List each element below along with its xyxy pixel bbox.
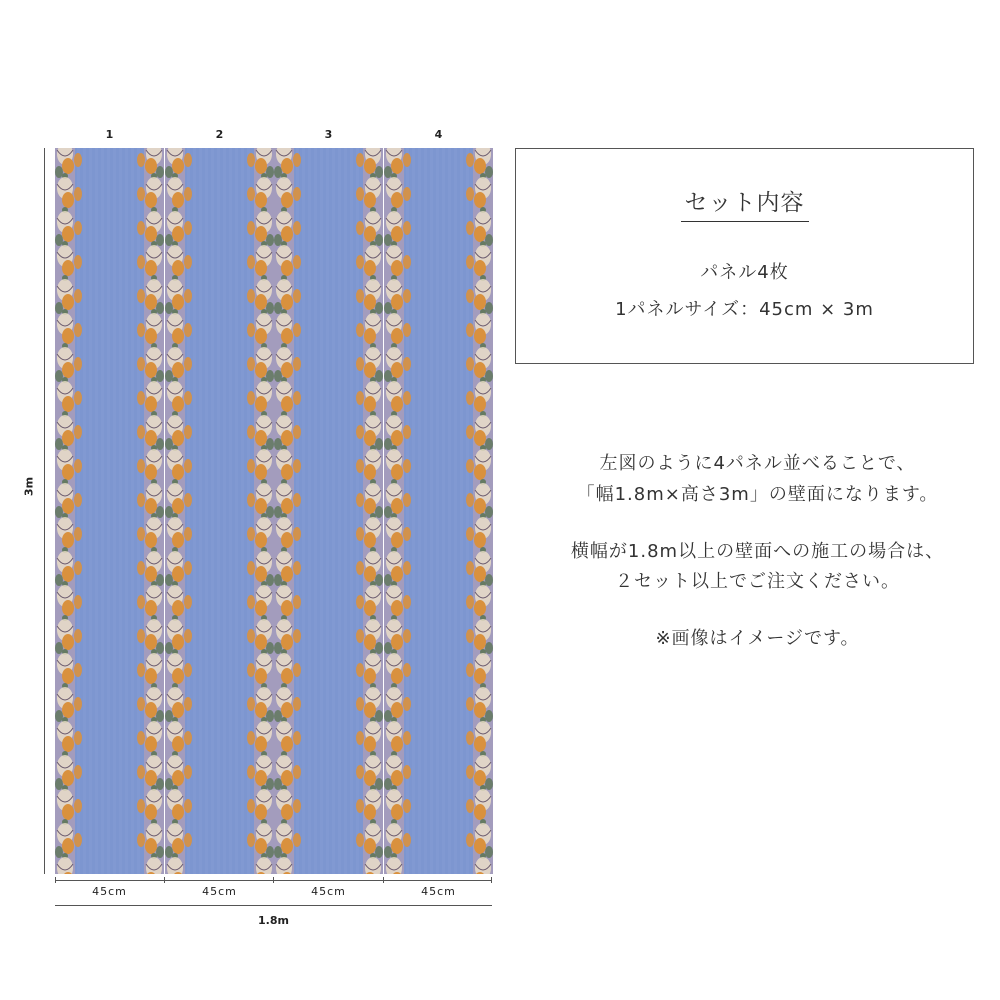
wallpaper-panel-3	[274, 148, 383, 874]
panel-number-1: 1	[105, 128, 114, 141]
panel-width-label-2: 45cm	[202, 885, 237, 898]
wallpaper-panel-1	[55, 148, 164, 874]
note-line-3: 横幅が1.8m以上の壁面への施工の場合は、	[570, 541, 945, 562]
note-line-4: ２セット以上でご注文ください。	[615, 571, 900, 592]
wallpaper-panel-2	[165, 148, 274, 874]
panel-width-label-4: 45cm	[421, 885, 456, 898]
panel-number-2: 2	[215, 128, 224, 141]
panel-width-label-3: 45cm	[311, 885, 346, 898]
panel-number-4: 4	[434, 128, 443, 141]
set-contents-box	[515, 148, 974, 364]
note-line-2: 「幅1.8m×高さ3m」の壁面になります。	[576, 484, 939, 505]
total-width-line	[55, 905, 492, 906]
panel-width-tick	[273, 877, 274, 883]
panel-width-label-1: 45cm	[92, 885, 127, 898]
panel-width-tick	[491, 877, 492, 883]
set-contents-title-wrap	[516, 184, 973, 222]
panel-width-tick	[55, 877, 56, 883]
note-line-1: 左図のように4パネル並べることで、	[599, 453, 916, 474]
panel-width-tick	[164, 877, 165, 883]
note-line-5: ※画像はイメージです。	[655, 628, 860, 649]
panel-count-text: パネル4枚	[700, 262, 789, 283]
wallpaper-panel-4	[384, 148, 493, 874]
height-label: 3m	[22, 476, 36, 497]
panel-size-text: 1パネルサイズ：45cm × 3m	[615, 299, 874, 320]
total-width-label: 1.8m	[258, 914, 289, 927]
panel-width-tick	[383, 877, 384, 883]
panel-number-3: 3	[324, 128, 333, 141]
set-contents-title: セット内容	[681, 184, 809, 222]
height-dimension-line	[44, 148, 45, 874]
